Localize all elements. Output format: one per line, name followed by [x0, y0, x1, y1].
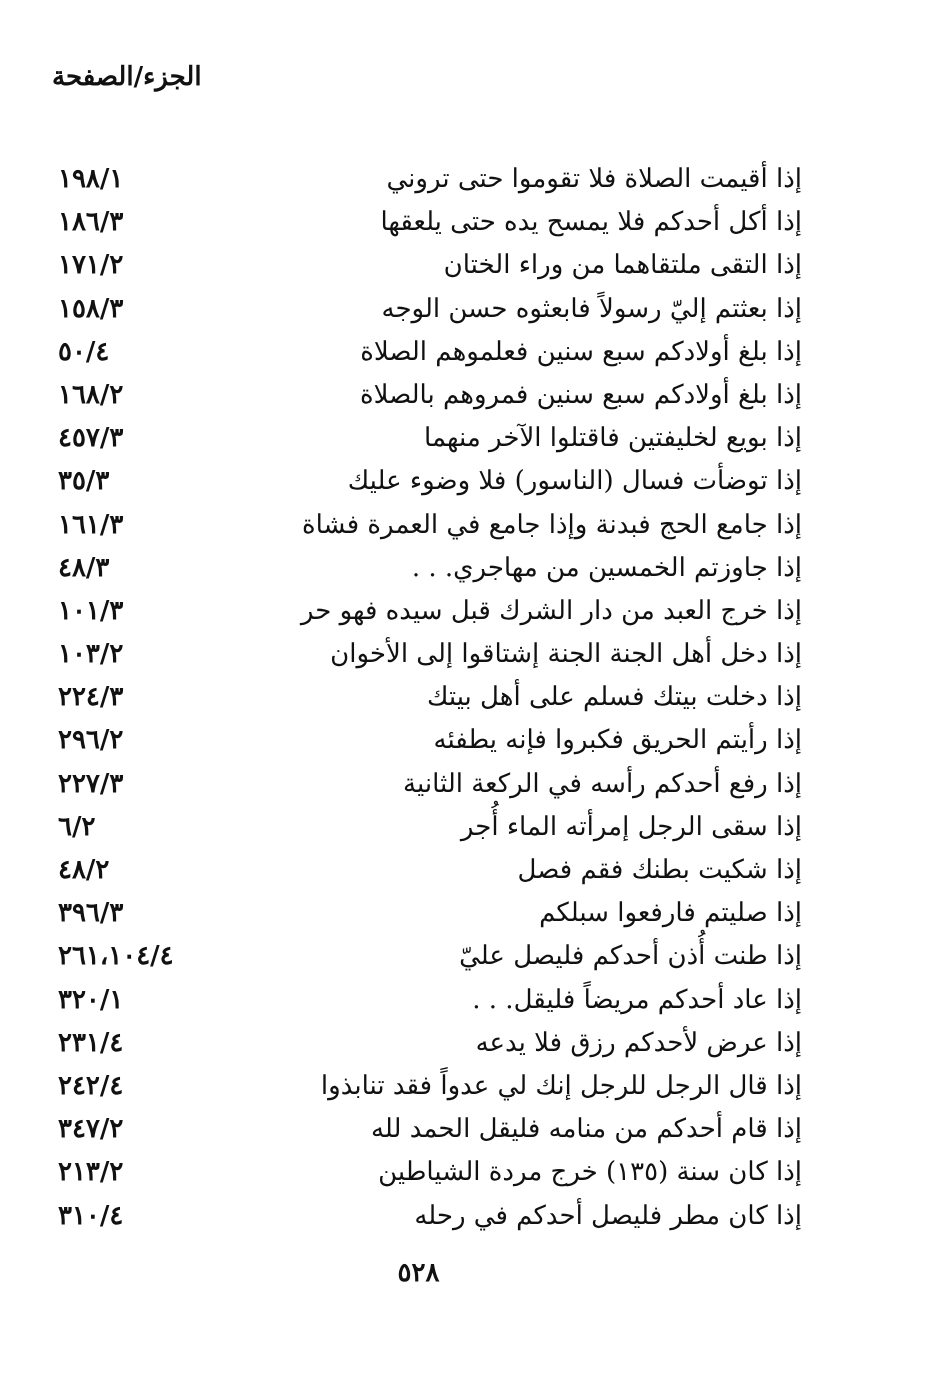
list-item: [0, 333, 947, 376]
volume-page-ref: ١٨٦/٣: [58, 207, 124, 238]
hadith-text: إذا شكيت بطنك فقم فصل: [517, 855, 802, 885]
hadith-text: إذا خرج العبد من دار الشرك قبل سيده فهو حر: [300, 595, 802, 626]
volume-page-ref: ٦/٢: [58, 811, 96, 842]
volume-page-ref: ١٦٨/٢: [58, 379, 124, 410]
volume-page-ref: ٢٢٧/٣: [58, 768, 124, 799]
hadith-text: إذا أقيمت الصلاة فلا تقوموا حتى تروني: [386, 164, 802, 194]
volume-page-ref: ٣١٠/٤: [58, 1200, 124, 1231]
hadith-text: إذا سقى الرجل إمرأته الماء أُجر: [460, 811, 802, 842]
list-item: [0, 1153, 947, 1196]
list-item: [0, 937, 947, 980]
hadith-text: إذا دخل أهل الجنة الجنة إشتاقوا إلى الأخوان: [330, 639, 802, 670]
list-item: [0, 419, 947, 462]
hadith-text: إذا بلغ أولادكم سبع سنين فعلموهم الصلاة: [360, 336, 802, 367]
hadith-text: إذا كان مطر فليصل أحدكم في رحله: [414, 1200, 802, 1231]
hadith-text: إذا صليتم فارفعوا سبلكم: [539, 898, 802, 929]
hadith-text: إذا دخلت بيتك فسلم على أهل بيتك: [426, 682, 802, 713]
list-item: [0, 851, 947, 894]
volume-page-ref: ٣٥/٣: [58, 466, 110, 497]
volume-page-ref: ٢٣١/٤: [58, 1027, 124, 1058]
volume-page-ref: ٤٥٧/٣: [58, 423, 124, 454]
volume-page-ref: ١٦١/٣: [58, 509, 124, 540]
hadith-text: إذا جامع الحج فبدنة وإذا جامع في العمرة فشاة: [301, 509, 802, 540]
list-item: [0, 1197, 947, 1240]
volume-page-ref: ١٠٣/٢: [58, 639, 124, 670]
hadith-text: إذا جاوزتم الخمسين من مهاجري. . .: [411, 552, 802, 583]
volume-page-ref: ٢١٣/٢: [58, 1157, 124, 1188]
hadith-text: إذا رفع أحدكم رأسه في الركعة الثانية: [403, 768, 802, 799]
list-item: [0, 1110, 947, 1153]
volume-page-ref: ٢٤٢/٤: [58, 1070, 124, 1101]
list-item: [0, 1024, 947, 1067]
list-item: [0, 290, 947, 333]
volume-page-ref: ٣٤٧/٢: [58, 1114, 124, 1145]
hadith-text: إذا قام أحدكم من منامه فليقل الحمد لله: [370, 1114, 802, 1145]
list-item: [0, 808, 947, 851]
volume-page-ref: ٢٦١،١٠٤/٤: [58, 941, 174, 972]
list-item: [0, 894, 947, 937]
hadith-text: إذا بويع لخليفتين فاقتلوا الآخر منهما: [424, 423, 802, 454]
volume-page-ref: ٥٠/٤: [58, 336, 110, 367]
volume-page-ref: ١٩٨/١: [58, 164, 124, 194]
list-item: [0, 160, 947, 203]
list-item: [0, 506, 947, 549]
hadith-text: إذا قال الرجل للرجل إنك لي عدواً فقد تنابذوا: [320, 1070, 802, 1101]
list-item: [0, 721, 947, 764]
hadith-text: إذا كان سنة (١٣٥) خرج مردة الشياطين: [378, 1157, 802, 1188]
list-item: [0, 678, 947, 721]
volume-page-ref: ٣٩٦/٣: [58, 898, 124, 929]
volume-page-ref: ٣٢٠/١: [58, 984, 124, 1015]
volume-page-ref: ٤٨/٢: [58, 855, 110, 885]
list-item: [0, 246, 947, 289]
list-item: [0, 203, 947, 246]
hadith-index-list: [0, 160, 947, 1240]
list-item: [0, 549, 947, 592]
list-item: [0, 981, 947, 1024]
list-item: [0, 635, 947, 678]
list-item: [0, 592, 947, 635]
list-item: [0, 765, 947, 808]
column-header: الجزء/الصفحة: [52, 62, 202, 92]
hadith-text: إذا بعثتم إليّ رسولاً فابعثوه حسن الوجه: [381, 293, 802, 324]
hadith-text: إذا التقى ملتقاهما من وراء الختان: [443, 250, 802, 281]
hadith-text: إذا طنت أُذن أحدكم فليصل عليّ: [459, 941, 802, 972]
list-item: [0, 1067, 947, 1110]
list-item: [0, 462, 947, 505]
hadith-text: إذا أكل أحدكم فلا يمسح يده حتى يلعقها: [380, 207, 802, 238]
hadith-text: إذا عاد أحدكم مريضاً فليقل. . .: [472, 984, 802, 1015]
volume-page-ref: ١٥٨/٣: [58, 293, 124, 324]
volume-page-ref: ١٠١/٣: [58, 595, 124, 626]
volume-page-ref: ٤٨/٣: [58, 552, 110, 583]
hadith-text: إذا توضأت فسال (الناسور) فلا وضوء عليك: [347, 466, 802, 497]
volume-page-ref: ١٧١/٢: [58, 250, 124, 281]
volume-page-ref: ٢٢٤/٣: [58, 682, 124, 713]
hadith-text: إذا رأيتم الحريق فكبروا فإنه يطفئه: [433, 725, 802, 756]
hadith-text: إذا عرض لأحدكم رزق فلا يدعه: [475, 1027, 802, 1058]
page-number: ٥٢٨: [397, 1258, 440, 1288]
page-number-footer: [0, 1258, 947, 1288]
list-item: [0, 376, 947, 419]
volume-page-ref: ٢٩٦/٢: [58, 725, 124, 756]
hadith-text: إذا بلغ أولادكم سبع سنين فمروهم بالصلاة: [359, 379, 802, 410]
